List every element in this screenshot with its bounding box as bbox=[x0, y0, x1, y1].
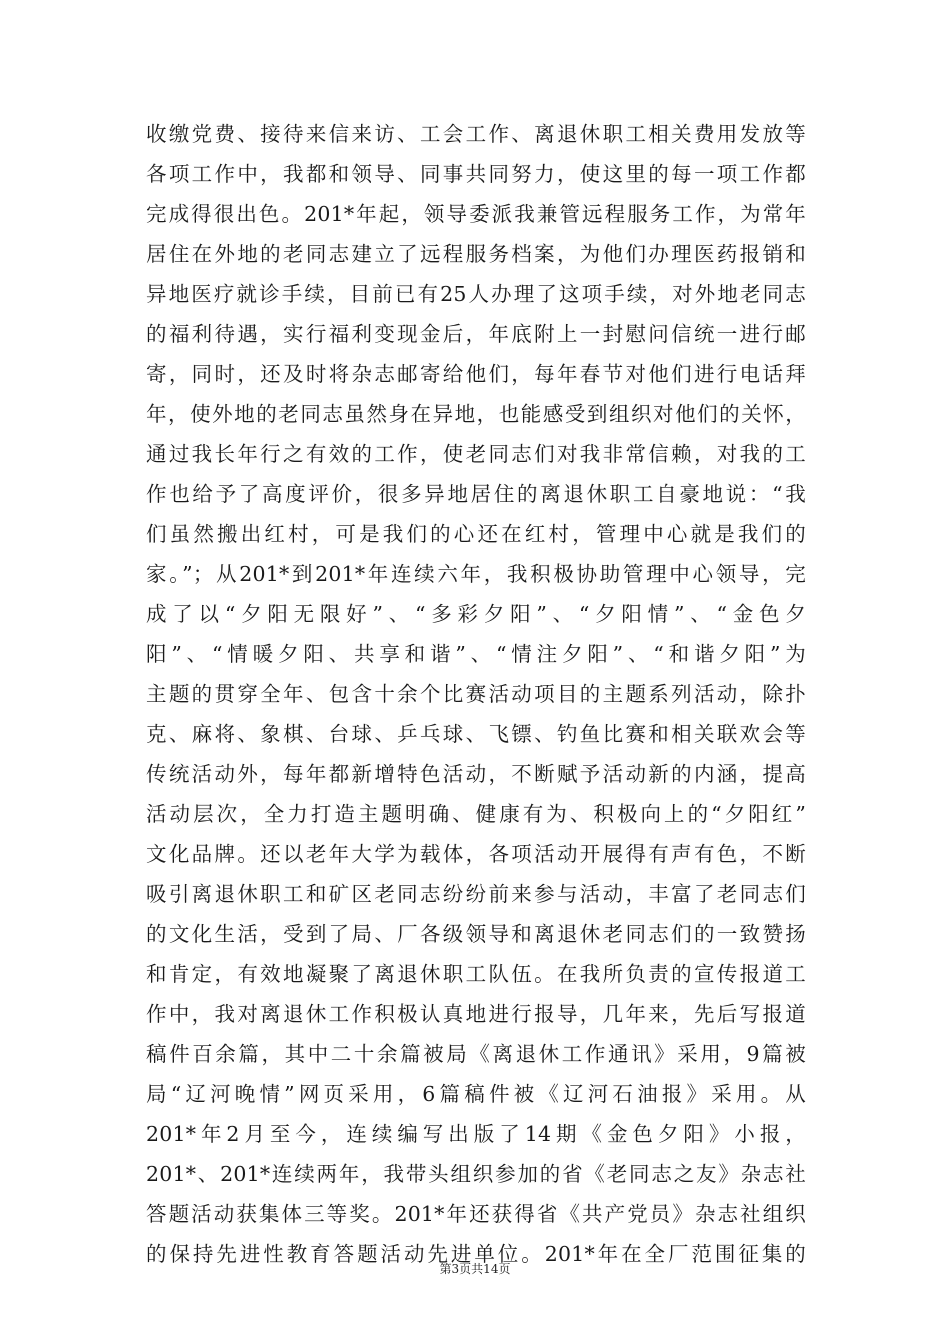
text-line: 居住在外地的老同志建立了远程服务档案，为他们办理医药报销和 bbox=[146, 242, 806, 266]
text-line: 201*、201*连续两年，我带头组织参加的省《老同志之友》杂志社 bbox=[146, 1162, 806, 1186]
text-line: 的保持先进性教育答题活动先进单位。201*年在全厂范围征集的 bbox=[146, 1242, 806, 1266]
text-line: 的福利待遇，实行福利变现金后，年底附上一封慰问信统一进行邮 bbox=[146, 322, 806, 346]
text-line: 阳”、“情暖夕阳、共享和谐”、“情注夕阳”、“和谐夕阳”为 bbox=[146, 642, 806, 666]
text-line: 作中，我对离退休工作积极认真地进行报导，几年来，先后写报道 bbox=[146, 1002, 806, 1026]
text-line: 通过我长年行之有效的工作，使老同志们对我非常信赖，对我的工 bbox=[146, 442, 806, 466]
text-line: 年，使外地的老同志虽然身在异地，也能感受到组织对他们的关怀， bbox=[146, 402, 806, 426]
page-footer bbox=[0, 1260, 950, 1277]
text-line: 传统活动外，每年都新增特色活动，不断赋予活动新的内涵，提高 bbox=[146, 762, 806, 786]
text-line: 完成得很出色。201*年起，领导委派我兼管远程服务工作，为常年 bbox=[146, 202, 806, 226]
text-line: 文化品牌。还以老年大学为载体，各项活动开展得有声有色，不断 bbox=[146, 842, 806, 866]
text-line: 局“辽河晚情”网页采用，6篇稿件被《辽河石油报》采用。从 bbox=[146, 1082, 806, 1106]
text-line: 收缴党费、接待来信来访、工会工作、离退休职工相关费用发放等 bbox=[146, 122, 806, 146]
text-line: 各项工作中，我都和领导、同事共同努力，使这里的每一项工作都 bbox=[146, 162, 806, 186]
text-line: 答题活动获集体三等奖。201*年还获得省《共产党员》杂志社组织 bbox=[146, 1202, 806, 1226]
text-line: 作也给予了高度评价，很多异地居住的离退休职工自豪地说：“我 bbox=[146, 482, 806, 506]
text-line: 异地医疗就诊手续，目前已有25人办理了这项手续，对外地老同志 bbox=[146, 282, 806, 306]
text-line: 和肯定，有效地凝聚了离退休职工队伍。在我所负责的宣传报道工 bbox=[146, 962, 806, 986]
text-line: 克、麻将、象棋、台球、乒乓球、飞镖、钓鱼比赛和相关联欢会等 bbox=[146, 722, 806, 746]
text-line: 们虽然搬出红村，可是我们的心还在红村，管理中心就是我们的 bbox=[146, 522, 806, 546]
text-line: 稿件百余篇，其中二十余篇被局《离退休工作通讯》采用，9篇被 bbox=[146, 1042, 806, 1066]
text-line: 活动层次，全力打造主题明确、健康有为、积极向上的“夕阳红” bbox=[146, 802, 806, 826]
text-line: 201*年2月至今，连续编写出版了14期《金色夕阳》小报， bbox=[146, 1122, 806, 1146]
text-line: 吸引离退休职工和矿区老同志纷纷前来参与活动，丰富了老同志们 bbox=[146, 882, 806, 906]
page-number-label: 第3页共14页 bbox=[439, 1262, 511, 1276]
text-line: 主题的贯穿全年、包含十余个比赛活动项目的主题系列活动，除扑 bbox=[146, 682, 806, 706]
text-line: 寄，同时，还及时将杂志邮寄给他们，每年春节对他们进行电话拜 bbox=[146, 362, 806, 386]
text-line: 成了以“夕阳无限好”、“多彩夕阳”、“夕阳情”、“金色夕 bbox=[146, 602, 806, 626]
text-line: 的文化生活，受到了局、厂各级领导和离退休老同志们的一致赞扬 bbox=[146, 922, 806, 946]
text-line: 家。”；从201*到201*年连续六年，我积极协助管理中心领导，完 bbox=[146, 562, 806, 586]
document-body bbox=[146, 114, 806, 1274]
